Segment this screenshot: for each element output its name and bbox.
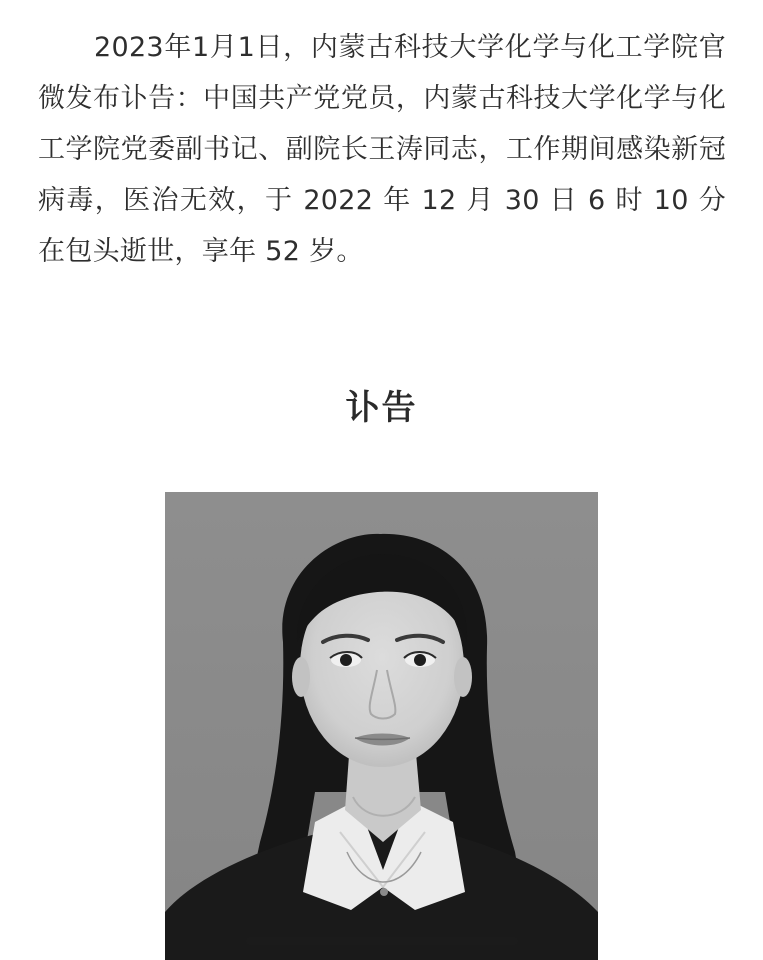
home-indicator-bar[interactable] [246, 937, 518, 945]
article-body [38, 22, 726, 277]
obituary-paragraph: 2023年1月1日，内蒙古科技大学化学与化工学院官微发布讣告：中国共产党党员，内蒙古科技大学化学与化工学院党委副书记、副院长王涛同志，工作期间感染新冠病毒，医治无效，于 2022 年 12 月 30 日 6 时 10 分在包头逝世，享年 52 岁。 [38, 32, 726, 267]
portrait-photo [165, 492, 598, 960]
obituary-heading: 讣告 [345, 388, 418, 428]
